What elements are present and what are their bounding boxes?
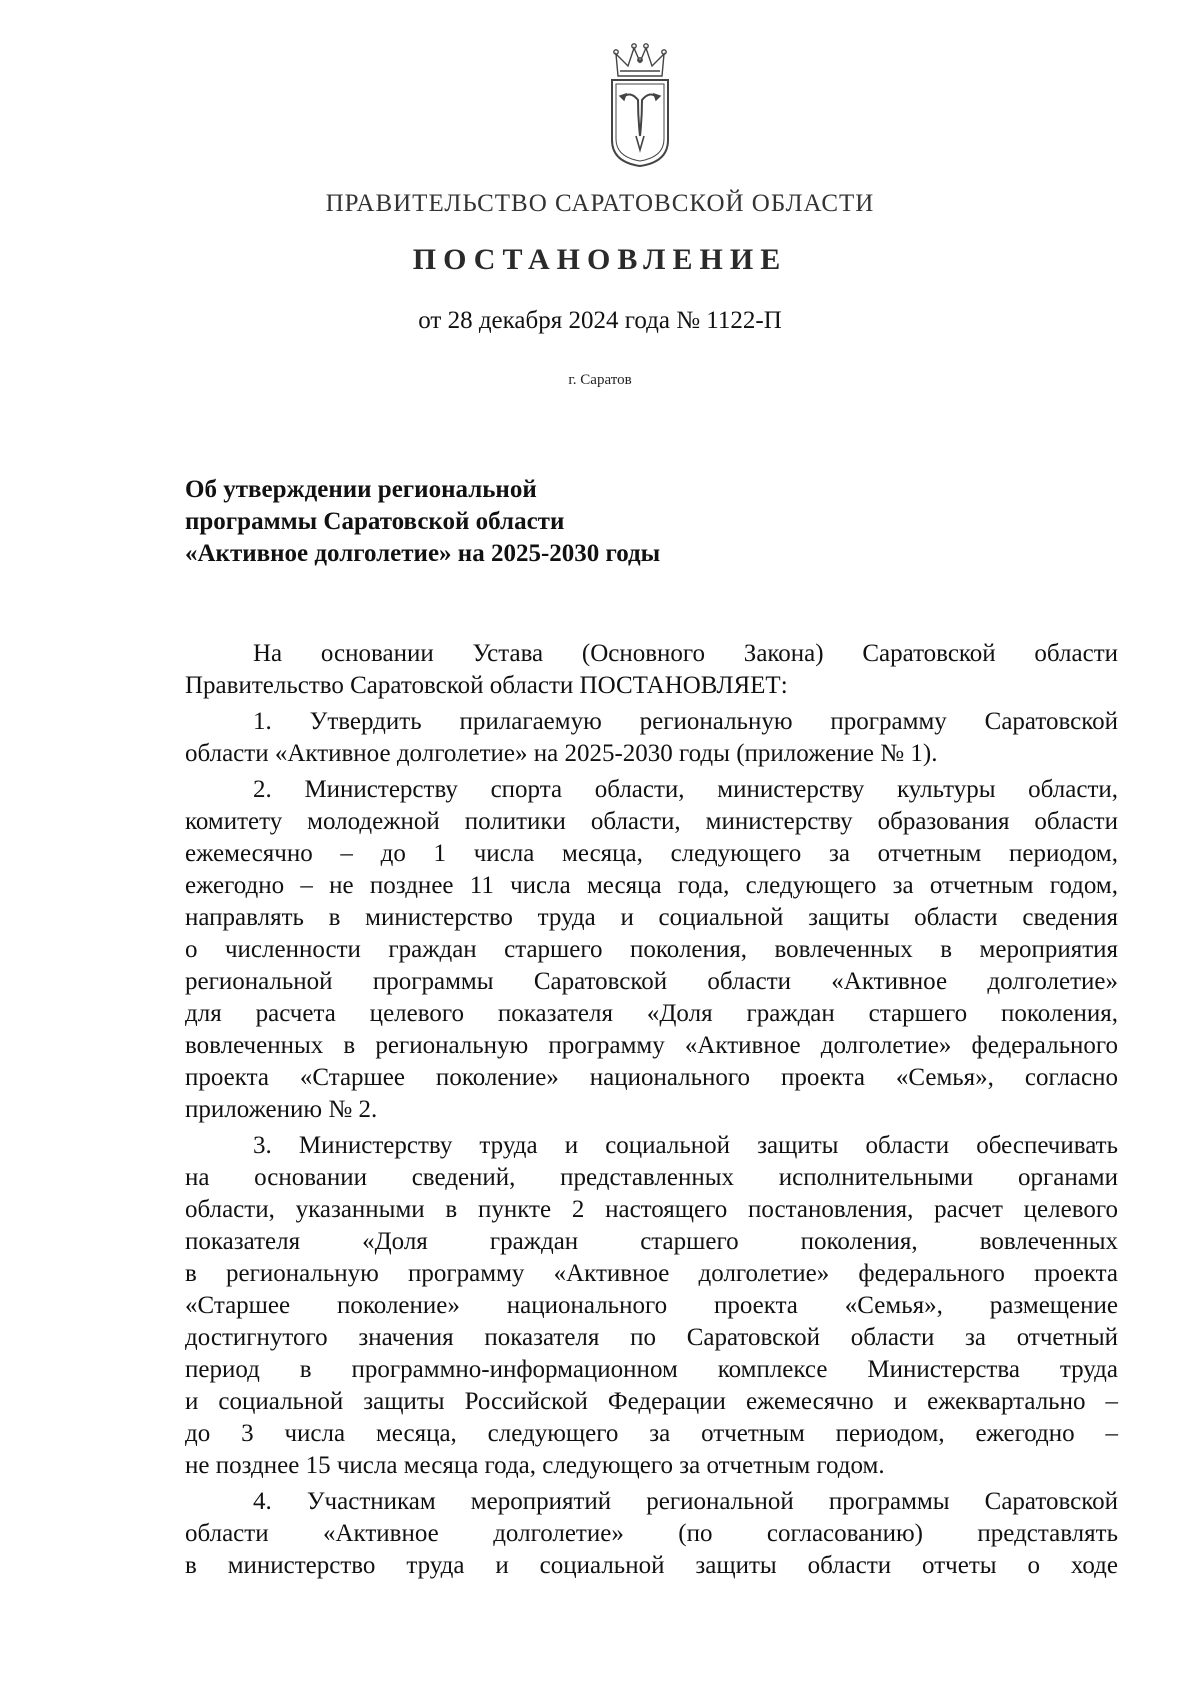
paragraph-2 (185, 706, 1118, 770)
document-title (185, 474, 885, 570)
paragraph-line: показателя «Доля граждан старшего поколения, вовлеченных (185, 1228, 1118, 1255)
paragraph-line: период в программно-информационном комплексе Министерства труда (185, 1356, 1118, 1383)
government-name: ПРАВИТЕЛЬСТВО САРАТОВСКОЙ ОБЛАСТИ (325, 190, 875, 217)
paragraph-line: в министерство труда и социальной защиты области отчеты о ходе (185, 1552, 1118, 1579)
paragraph-line: области, указанными в пункте 2 настоящего постановления, расчет целевого (185, 1196, 1118, 1223)
paragraph-4 (185, 1130, 1118, 1482)
paragraph-line: достигнутого значения показателя по Саратовской области за отчетный (185, 1324, 1118, 1351)
paragraph-3 (185, 774, 1118, 1126)
paragraph-line: На основании Устава (Основного Закона) Саратовской области (253, 640, 1118, 667)
paragraph-1 (185, 638, 1118, 702)
paragraph-line: ежегодно – не позднее 11 числа месяца года, следующего за отчетным годом, (185, 872, 1118, 899)
paragraph-line: области «Активное долголетие» на 2025-2030 годы (приложение № 1). (185, 740, 938, 767)
document-date-number: от 28 декабря 2024 года № 1122-П (418, 307, 782, 334)
paragraph-line: области «Активное долголетие» (по согласованию) представлять (185, 1520, 1118, 1547)
paragraph-line: приложению № 2. (185, 1096, 378, 1123)
title-line: программы Саратовской области (185, 508, 565, 535)
paragraph-5 (185, 1486, 1118, 1582)
paragraph-line: вовлеченных в региональную программу «Активное долголетие» федерального (185, 1032, 1118, 1059)
paragraph-line: направлять в министерство труда и социальной защиты области сведения (185, 904, 1118, 931)
shield-shape (612, 80, 668, 166)
paragraph-line: «Старшее поколение» национального проекта «Семья», размещение (185, 1292, 1118, 1319)
paragraph-line: и социальной защиты Российской Федерации ежемесячно и ежеквартально – (185, 1388, 1118, 1415)
paragraph-line: ежемесячно – до 1 числа месяца, следующего за отчетным периодом, (185, 840, 1118, 867)
paragraph-line: региональной программы Саратовской области «Активное долголетие» (185, 968, 1118, 995)
paragraph-line: в региональную программу «Активное долголетие» федерального проекта (185, 1260, 1118, 1287)
paragraph-line: 3. Министерству труда и социальной защиты области обеспечивать (253, 1132, 1118, 1159)
paragraph-line: 4. Участникам мероприятий региональной программы Саратовской (253, 1488, 1118, 1515)
document-type: ПОСТАНОВЛЕНИЕ (412, 243, 788, 276)
paragraph-line: для расчета целевого показателя «Доля граждан старшего поколения, (185, 1000, 1118, 1027)
paragraph-line: до 3 числа месяца, следующего за отчетным периодом, ежегодно – (185, 1420, 1118, 1447)
paragraph-line: 2. Министерству спорта области, министерству культуры области, (253, 776, 1118, 803)
document-city: г. Саратов (568, 372, 632, 388)
paragraph-line: комитету молодежной политики области, министерству образования области (185, 808, 1118, 835)
paragraph-line: на основании сведений, представленных исполнительными органами (185, 1164, 1118, 1191)
title-line: Об утверждении региональной (185, 476, 537, 503)
title-line: «Активное долголетие» на 2025-2030 годы (185, 540, 661, 567)
coat-of-arms-emblem (608, 40, 672, 170)
paragraph-line: проекта «Старшее поколение» национального проекта «Семья», согласно (185, 1064, 1118, 1091)
paragraph-line: Правительство Саратовской области ПОСТАНОВЛЯЕТ: (185, 672, 788, 699)
paragraph-line: 1. Утвердить прилагаемую региональную программу Саратовской (253, 708, 1118, 735)
document-body (185, 638, 1118, 1586)
paragraph-line: не позднее 15 числа месяца года, следующего за отчетным годом. (185, 1452, 885, 1479)
paragraph-line: о численности граждан старшего поколения, вовлеченных в мероприятия (185, 936, 1118, 963)
